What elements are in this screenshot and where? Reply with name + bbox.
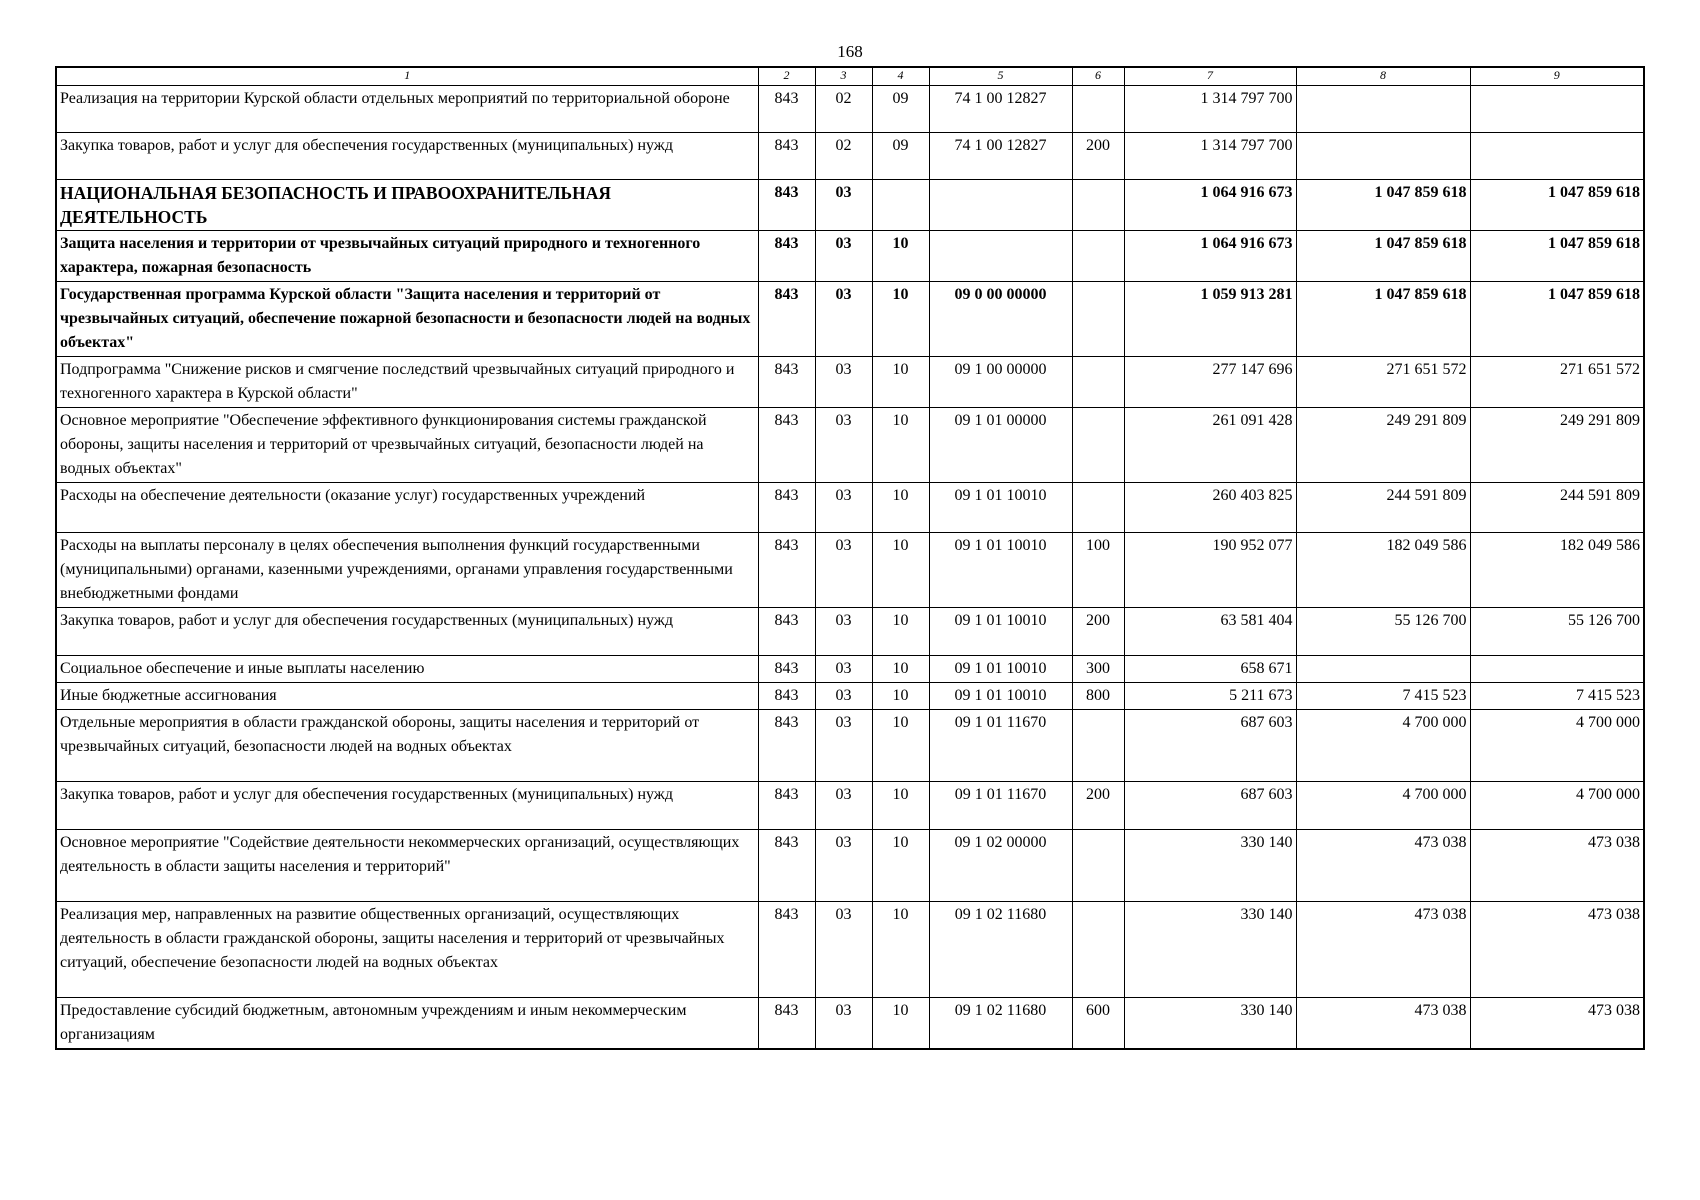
column-number: 1: [56, 67, 758, 86]
cell-c2: 843: [758, 86, 815, 133]
cell-c2: 843: [758, 408, 815, 483]
cell-c9: [1470, 656, 1644, 683]
column-number: 5: [929, 67, 1072, 86]
cell-c5: 09 1 02 11680: [929, 998, 1072, 1050]
cell-c8: [1296, 133, 1470, 180]
row-name: Основное мероприятие "Содействие деятельности некоммерческих организаций, осуществляющих деятельность в области защиты населения и территорий": [56, 830, 758, 902]
cell-c4: 10: [872, 408, 929, 483]
cell-c5: 09 1 01 10010: [929, 683, 1072, 710]
table-row: [56, 710, 1644, 782]
cell-c4: 10: [872, 608, 929, 656]
row-name: Реализация на территории Курской области отдельных мероприятий по территориальной обороне: [56, 86, 758, 133]
cell-c8: 55 126 700: [1296, 608, 1470, 656]
table-row: [56, 231, 1644, 282]
cell-c9: 7 415 523: [1470, 683, 1644, 710]
cell-c4: 10: [872, 483, 929, 533]
cell-c8: 7 415 523: [1296, 683, 1470, 710]
cell-c8: 473 038: [1296, 830, 1470, 902]
cell-c6: 200: [1072, 133, 1124, 180]
cell-c9: [1470, 133, 1644, 180]
column-number: 9: [1470, 67, 1644, 86]
cell-c2: 843: [758, 357, 815, 408]
row-name: Расходы на обеспечение деятельности (оказание услуг) государственных учреждений: [56, 483, 758, 533]
column-number: 2: [758, 67, 815, 86]
cell-c7: 330 140: [1124, 830, 1296, 902]
cell-c4: 10: [872, 998, 929, 1050]
cell-c9: 473 038: [1470, 830, 1644, 902]
table-row: [56, 357, 1644, 408]
table-row: [56, 998, 1644, 1050]
cell-c2: 843: [758, 782, 815, 830]
table-row: [56, 282, 1644, 357]
cell-c3: 02: [815, 133, 872, 180]
row-name: Подпрограмма "Снижение рисков и смягчение последствий чрезвычайных ситуаций природного и техногенного характера в Курской области": [56, 357, 758, 408]
cell-c2: 843: [758, 656, 815, 683]
table-row: [56, 180, 1644, 231]
cell-c6: [1072, 357, 1124, 408]
cell-c8: 244 591 809: [1296, 483, 1470, 533]
cell-c6: [1072, 710, 1124, 782]
cell-c9: 249 291 809: [1470, 408, 1644, 483]
row-name: НАЦИОНАЛЬНАЯ БЕЗОПАСНОСТЬ И ПРАВООХРАНИТЕЛЬНАЯ ДЕЯТЕЛЬНОСТЬ: [56, 180, 758, 231]
cell-c3: 03: [815, 408, 872, 483]
cell-c4: 10: [872, 357, 929, 408]
cell-c7: 1 314 797 700: [1124, 86, 1296, 133]
cell-c4: 10: [872, 533, 929, 608]
cell-c7: 260 403 825: [1124, 483, 1296, 533]
cell-c4: [872, 180, 929, 231]
cell-c5: 09 1 02 11680: [929, 902, 1072, 998]
column-number: 7: [1124, 67, 1296, 86]
cell-c6: [1072, 86, 1124, 133]
cell-c8: 473 038: [1296, 998, 1470, 1050]
cell-c9: 4 700 000: [1470, 710, 1644, 782]
table-row: [56, 902, 1644, 998]
column-number-row: [56, 67, 1644, 86]
cell-c7: 1 314 797 700: [1124, 133, 1296, 180]
cell-c2: 843: [758, 830, 815, 902]
row-name: Закупка товаров, работ и услуг для обеспечения государственных (муниципальных) нужд: [56, 782, 758, 830]
cell-c7: 190 952 077: [1124, 533, 1296, 608]
cell-c6: [1072, 408, 1124, 483]
cell-c3: 03: [815, 710, 872, 782]
cell-c4: 10: [872, 830, 929, 902]
row-name: Закупка товаров, работ и услуг для обеспечения государственных (муниципальных) нужд: [56, 608, 758, 656]
cell-c8: [1296, 656, 1470, 683]
cell-c6: [1072, 483, 1124, 533]
cell-c6: [1072, 830, 1124, 902]
cell-c2: 843: [758, 133, 815, 180]
row-name: Предоставление субсидий бюджетным, автономным учреждениям и иным некоммерческим организациям: [56, 998, 758, 1050]
cell-c4: 10: [872, 710, 929, 782]
cell-c2: 843: [758, 180, 815, 231]
cell-c5: 74 1 00 12827: [929, 133, 1072, 180]
cell-c5: 09 1 01 10010: [929, 608, 1072, 656]
cell-c5: 74 1 00 12827: [929, 86, 1072, 133]
cell-c8: 271 651 572: [1296, 357, 1470, 408]
table-row: [56, 86, 1644, 133]
cell-c7: 5 211 673: [1124, 683, 1296, 710]
cell-c2: 843: [758, 608, 815, 656]
cell-c7: 658 671: [1124, 656, 1296, 683]
cell-c3: 03: [815, 608, 872, 656]
cell-c6: [1072, 282, 1124, 357]
cell-c3: 03: [815, 830, 872, 902]
table-row: [56, 656, 1644, 683]
cell-c3: 03: [815, 998, 872, 1050]
cell-c3: 03: [815, 483, 872, 533]
table-row: [56, 608, 1644, 656]
cell-c8: 473 038: [1296, 902, 1470, 998]
cell-c3: 03: [815, 656, 872, 683]
table-body: [56, 86, 1644, 1050]
row-name: Государственная программа Курской области "Защита населения и территорий от чрезвычайных ситуаций, обеспечение пожарной безопасности и безопасности людей на водных объектах": [56, 282, 758, 357]
cell-c3: 03: [815, 357, 872, 408]
cell-c7: 1 059 913 281: [1124, 282, 1296, 357]
row-name: Закупка товаров, работ и услуг для обеспечения государственных (муниципальных) нужд: [56, 133, 758, 180]
cell-c2: 843: [758, 231, 815, 282]
cell-c2: 843: [758, 282, 815, 357]
column-number: 8: [1296, 67, 1470, 86]
table-row: [56, 782, 1644, 830]
cell-c7: 63 581 404: [1124, 608, 1296, 656]
cell-c2: 843: [758, 710, 815, 782]
row-name: Социальное обеспечение и иные выплаты населению: [56, 656, 758, 683]
row-name: Защита населения и территории от чрезвычайных ситуаций природного и техногенного характера, пожарная безопасность: [56, 231, 758, 282]
cell-c6: [1072, 231, 1124, 282]
cell-c4: 10: [872, 656, 929, 683]
cell-c5: 09 1 01 10010: [929, 533, 1072, 608]
cell-c9: 473 038: [1470, 902, 1644, 998]
cell-c3: 03: [815, 282, 872, 357]
page-number: 168: [837, 42, 863, 61]
cell-c6: [1072, 180, 1124, 231]
cell-c2: 843: [758, 683, 815, 710]
cell-c9: 1 047 859 618: [1470, 180, 1644, 231]
cell-c2: 843: [758, 902, 815, 998]
cell-c4: 10: [872, 231, 929, 282]
cell-c7: 687 603: [1124, 782, 1296, 830]
cell-c9: 1 047 859 618: [1470, 282, 1644, 357]
cell-c6: 300: [1072, 656, 1124, 683]
table-row: [56, 483, 1644, 533]
cell-c9: 473 038: [1470, 998, 1644, 1050]
column-number: 6: [1072, 67, 1124, 86]
column-number: 3: [815, 67, 872, 86]
cell-c9: 1 047 859 618: [1470, 231, 1644, 282]
cell-c8: 182 049 586: [1296, 533, 1470, 608]
cell-c9: 271 651 572: [1470, 357, 1644, 408]
cell-c4: 10: [872, 683, 929, 710]
cell-c4: 10: [872, 782, 929, 830]
cell-c5: 09 1 02 00000: [929, 830, 1072, 902]
cell-c3: 03: [815, 180, 872, 231]
cell-c3: 03: [815, 683, 872, 710]
cell-c5: 09 1 00 00000: [929, 357, 1072, 408]
cell-c7: 261 091 428: [1124, 408, 1296, 483]
cell-c8: 4 700 000: [1296, 710, 1470, 782]
cell-c5: [929, 180, 1072, 231]
cell-c3: 02: [815, 86, 872, 133]
row-name: Иные бюджетные ассигнования: [56, 683, 758, 710]
cell-c5: 09 1 01 10010: [929, 656, 1072, 683]
row-name: Основное мероприятие "Обеспечение эффективного функционирования системы гражданской обороны, защиты населения и территорий от чрезвычайных ситуаций, безопасности людей на водных объектах": [56, 408, 758, 483]
cell-c5: 09 1 01 00000: [929, 408, 1072, 483]
cell-c9: 4 700 000: [1470, 782, 1644, 830]
row-name: Реализация мер, направленных на развитие общественных организаций, осуществляющих деятельность в области гражданской обороны, защиты населения и территорий от чрезвычайных ситуаций, обеспечение безопасности людей на водных объектах: [56, 902, 758, 998]
table-row: [56, 533, 1644, 608]
cell-c9: 244 591 809: [1470, 483, 1644, 533]
cell-c7: 277 147 696: [1124, 357, 1296, 408]
cell-c3: 03: [815, 231, 872, 282]
cell-c9: 55 126 700: [1470, 608, 1644, 656]
cell-c6: [1072, 902, 1124, 998]
column-number: 4: [872, 67, 929, 86]
cell-c3: 03: [815, 533, 872, 608]
cell-c5: 09 0 00 00000: [929, 282, 1072, 357]
cell-c4: 09: [872, 86, 929, 133]
table-row: [56, 133, 1644, 180]
table-row: [56, 683, 1644, 710]
cell-c4: 10: [872, 282, 929, 357]
cell-c4: 10: [872, 902, 929, 998]
row-name: Расходы на выплаты персоналу в целях обеспечения выполнения функций государственными (муниципальными) органами, казенными учреждениями, органами управления государственными внебюджетными фондами: [56, 533, 758, 608]
cell-c7: 330 140: [1124, 998, 1296, 1050]
cell-c9: 182 049 586: [1470, 533, 1644, 608]
cell-c8: 1 047 859 618: [1296, 180, 1470, 231]
table-row: [56, 408, 1644, 483]
cell-c4: 09: [872, 133, 929, 180]
cell-c2: 843: [758, 998, 815, 1050]
cell-c8: 4 700 000: [1296, 782, 1470, 830]
cell-c6: 100: [1072, 533, 1124, 608]
cell-c5: [929, 231, 1072, 282]
cell-c2: 843: [758, 533, 815, 608]
cell-c8: [1296, 86, 1470, 133]
cell-c8: 1 047 859 618: [1296, 231, 1470, 282]
cell-c7: 1 064 916 673: [1124, 180, 1296, 231]
cell-c7: 1 064 916 673: [1124, 231, 1296, 282]
cell-c9: [1470, 86, 1644, 133]
cell-c5: 09 1 01 10010: [929, 483, 1072, 533]
cell-c8: 249 291 809: [1296, 408, 1470, 483]
cell-c7: 687 603: [1124, 710, 1296, 782]
budget-table: [55, 66, 1645, 1050]
cell-c8: 1 047 859 618: [1296, 282, 1470, 357]
table-row: [56, 830, 1644, 902]
cell-c6: 200: [1072, 782, 1124, 830]
row-name: Отдельные мероприятия в области гражданской обороны, защиты населения и территорий от чрезвычайных ситуаций, безопасности людей на водных объектах: [56, 710, 758, 782]
cell-c6: 600: [1072, 998, 1124, 1050]
cell-c5: 09 1 01 11670: [929, 710, 1072, 782]
cell-c2: 843: [758, 483, 815, 533]
cell-c3: 03: [815, 782, 872, 830]
cell-c6: 200: [1072, 608, 1124, 656]
cell-c5: 09 1 01 11670: [929, 782, 1072, 830]
cell-c7: 330 140: [1124, 902, 1296, 998]
cell-c6: 800: [1072, 683, 1124, 710]
cell-c3: 03: [815, 902, 872, 998]
